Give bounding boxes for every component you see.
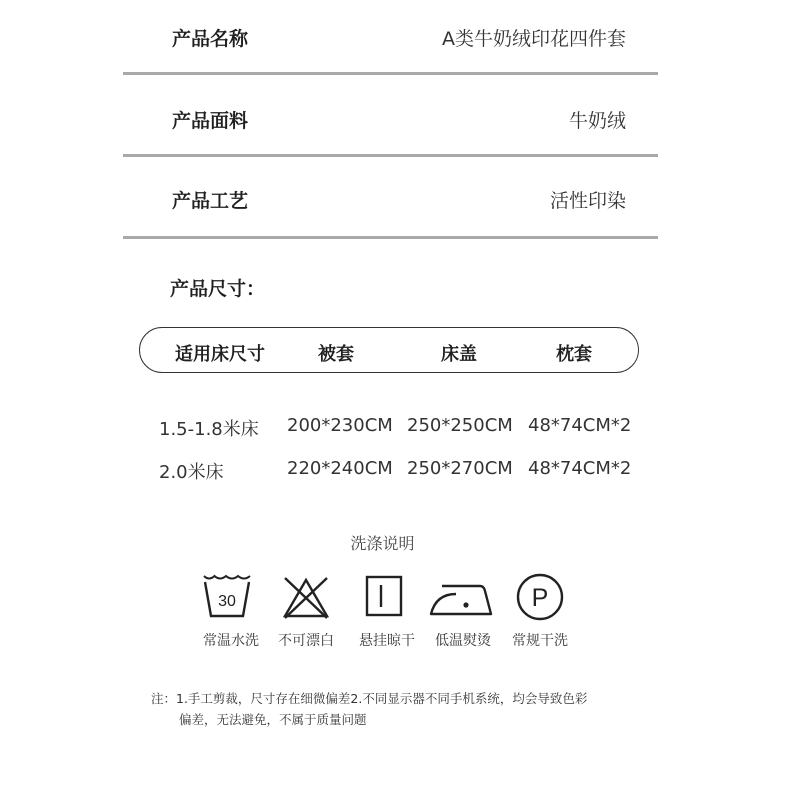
dry-clean-letter: P <box>531 584 549 612</box>
cell-bed-size: 1.5-1.8米床 <box>159 419 259 440</box>
note-line-2: 偏差，无法避免，不属于质量问题 <box>179 712 367 727</box>
divider <box>123 72 658 75</box>
spec-value-fabric: 牛奶绒 <box>568 110 626 132</box>
size-section-title: 产品尺寸： <box>170 278 266 300</box>
spec-label-process: 产品工艺 <box>172 190 249 212</box>
care-section-title: 洗涤说明 <box>350 534 415 553</box>
header-pillowcase: 枕套 <box>556 344 592 365</box>
hand-wash-30-icon <box>202 572 252 622</box>
dry-clean-p-icon <box>515 572 565 622</box>
disclaimer-note <box>151 688 587 730</box>
care-label-hand-wash: 常温水洗 <box>203 633 259 649</box>
do-not-bleach-icon <box>281 572 331 622</box>
divider <box>123 154 658 157</box>
care-label-no-bleach: 不可漂白 <box>278 633 334 649</box>
spec-label-fabric: 产品面料 <box>172 110 249 132</box>
cell-duvet-cover: 220*240CM <box>287 458 393 479</box>
care-label-iron-low: 低温熨烫 <box>435 633 491 649</box>
header-bed-size: 适用床尺寸 <box>175 344 265 365</box>
cell-pillowcase: 48*74CM*2 <box>528 415 632 436</box>
size-table-header <box>139 327 639 373</box>
care-label-line-dry: 悬挂晾干 <box>359 633 415 649</box>
cell-pillowcase: 48*74CM*2 <box>528 458 632 479</box>
care-label-dry-clean: 常规干洗 <box>512 633 568 649</box>
header-duvet-cover: 被套 <box>318 344 354 365</box>
spec-value-process: 活性印染 <box>549 190 626 212</box>
line-dry-icon <box>361 572 411 622</box>
header-bedspread: 床盖 <box>441 344 477 365</box>
cell-bed-size: 2.0米床 <box>159 462 224 483</box>
cell-bedspread: 250*250CM <box>407 415 513 436</box>
cell-duvet-cover: 200*230CM <box>287 415 393 436</box>
note-line-1: 注：1.手工剪裁，尺寸存在细微偏差2.不同显示器不同手机系统，均会导致色彩 <box>151 691 588 706</box>
iron-low-icon <box>428 572 494 622</box>
spec-value-name: A类牛奶绒印花四件套 <box>442 28 626 50</box>
wash-temperature: 30 <box>218 593 236 610</box>
spec-label-name: 产品名称 <box>172 28 249 50</box>
divider <box>123 236 658 239</box>
cell-bedspread: 250*270CM <box>407 458 513 479</box>
